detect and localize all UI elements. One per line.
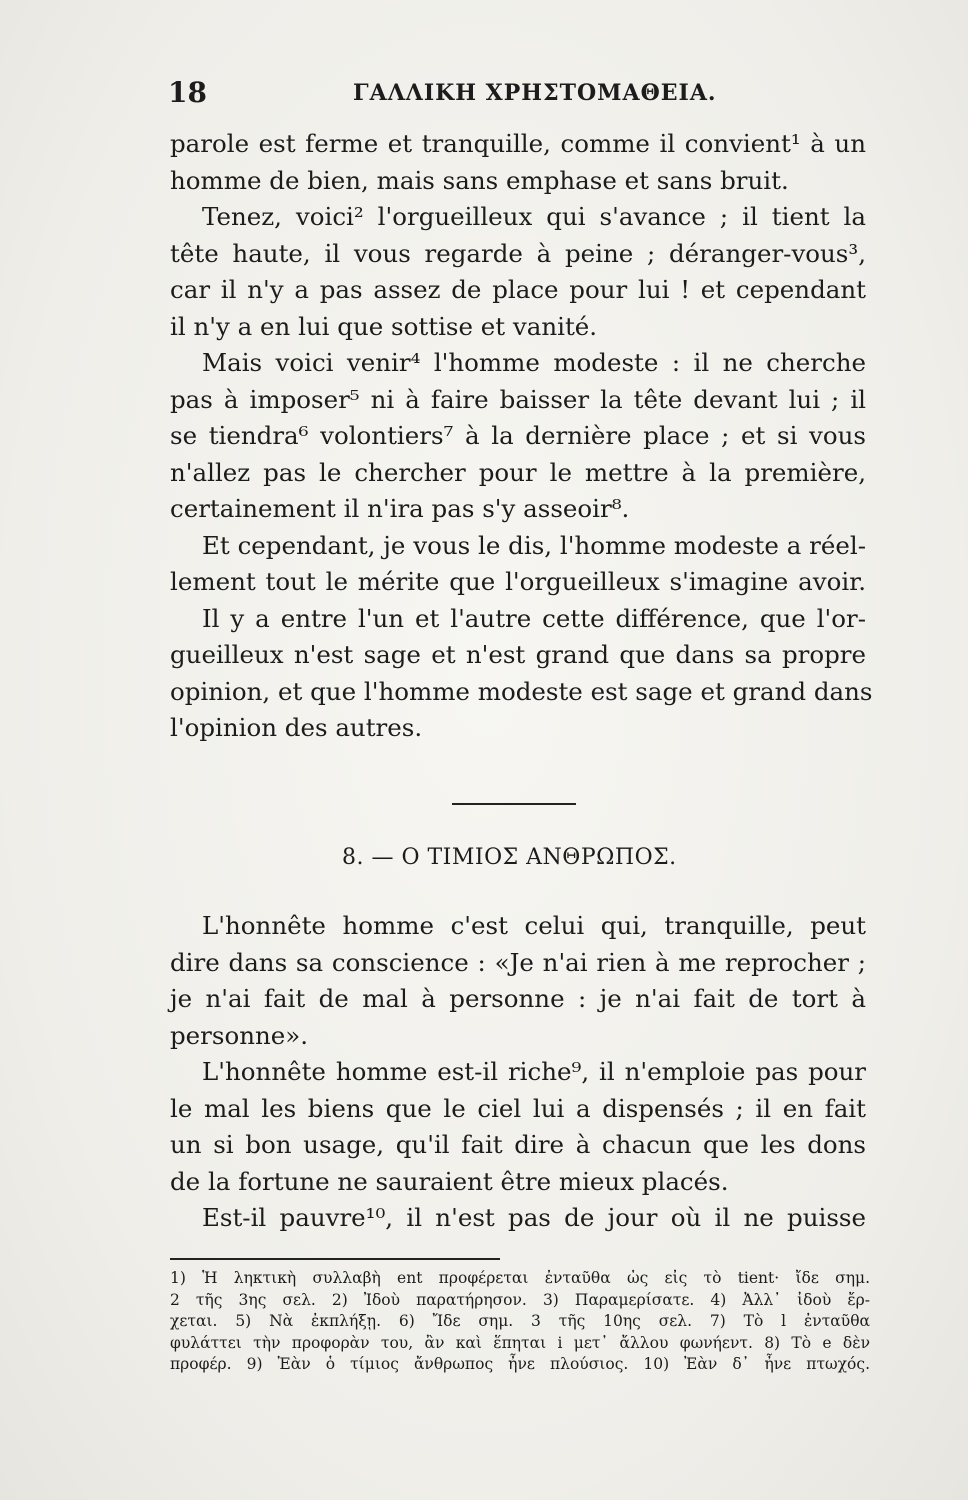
text-line: Il y a entre l'un et l'autre cette différence, que l'or- xyxy=(202,603,866,633)
footnote-divider xyxy=(170,1258,500,1260)
text-line: l'opinion des autres. xyxy=(170,713,423,742)
text-line: personne». xyxy=(170,1020,309,1050)
body-text-section-2 xyxy=(170,908,866,1237)
text-line: dire dans sa conscience : «Je n'ai rien à me reprocher ; xyxy=(170,947,866,977)
text-line: il n'y a en lui que sottise et vanité. xyxy=(170,311,598,341)
text-line: Et cependant, je vous le dis, l'homme modeste a réel- xyxy=(202,530,866,560)
text-line: un si bon usage, qu'il fait dire à chacun que les dons xyxy=(170,1130,866,1159)
page-number: 18 xyxy=(168,76,207,109)
text-line: tête haute, il vous regarde à peine ; déranger-vous³, xyxy=(170,238,866,268)
text-line: de la fortune ne sauraient être mieux placés. xyxy=(170,1166,729,1196)
footnote-line: 2 τῆς 3ης σελ. 2) Ἰδοὺ παρατήρησον. 3) Παραμερίσατε. 4) Ἀλλ᾽ ἰδοὺ ἔρ- xyxy=(170,1290,870,1309)
running-head: ΓΑΛΛΙΚΗ ΧΡΗΣΤΟΜΑΘΕΙΑ. xyxy=(353,80,717,106)
footnotes xyxy=(170,1268,870,1376)
text-line: L'honnête homme est-il riche⁹, il n'emploie pas pour xyxy=(202,1057,866,1086)
text-line: n'allez pas le chercher pour le mettre à la première, xyxy=(170,457,866,487)
text-line: se tiendra⁶ volontiers⁷ à la dernière place ; et si vous xyxy=(170,421,866,450)
section-title: 8. — Ο ΤΙΜΙΟΣ ΑΝΘΡΩΠΟΣ. xyxy=(342,845,677,870)
text-line: opinion, et que l'homme modeste est sage et grand dans xyxy=(170,676,873,706)
text-line: parole est ferme et tranquille, comme il convient¹ à un xyxy=(170,129,866,158)
text-line: car il n'y a pas assez de place pour lui ! et cependant xyxy=(170,275,866,304)
text-line: lement tout le mérite que l'orgueilleux s'imagine avoir. xyxy=(170,567,866,596)
section-divider xyxy=(452,803,576,805)
text-line: Mais voici venir⁴ l'homme modeste : il ne cherche xyxy=(202,348,866,377)
text-line: homme de bien, mais sans emphase et sans bruit. xyxy=(170,165,789,195)
footnote-line: χεται. 5) Νὰ ἐκπλήξῃ. 6) Ἴδε σημ. 3 τῆς 10ης σελ. 7) Τὸ l ἐνταῦθα xyxy=(170,1312,870,1330)
text-line: L'honnête homme c'est celui qui, tranquille, peut xyxy=(202,911,866,940)
footnote-line: 1) Ἡ ληκτικὴ συλλαβὴ ent προφέρεται ἐνταῦθα ὡς εἰς τὸ tient· ἴδε σημ. xyxy=(170,1269,870,1287)
text-line: je n'ai fait de mal à personne : je n'ai fait de tort à xyxy=(170,984,866,1013)
page-header xyxy=(168,72,868,112)
footnote-line: προφέρ. 9) Ἐὰν ὁ τίμιος ἄνθρωπος ἦνε πλούσιος. 10) Ἐὰν δ᾽ ἦνε πτωχός. xyxy=(170,1355,870,1373)
text-line: Tenez, voici² l'orgueilleux qui s'avance ; il tient la xyxy=(202,202,866,231)
body-text-section-1 xyxy=(170,126,873,747)
text-line: le mal les biens que le ciel lui a dispensés ; il en fait xyxy=(170,1093,866,1123)
text-line: Est-il pauvre¹⁰, il n'est pas de jour où il ne puisse xyxy=(202,1203,866,1232)
text-line: pas à imposer⁵ ni à faire baisser la tête devant lui ; il xyxy=(170,384,866,414)
footnote-line: φυλάττει τὴν προφορὰν του, ἂν καὶ ἕπηται i μετ᾽ ἄλλου φωνήεντ. 8) Τὸ e δὲν xyxy=(170,1333,870,1352)
text-line: gueilleux n'est sage et n'est grand que dans sa propre xyxy=(170,640,866,669)
text-line: certainement il n'ira pas s'y asseoir⁸. xyxy=(170,494,630,523)
